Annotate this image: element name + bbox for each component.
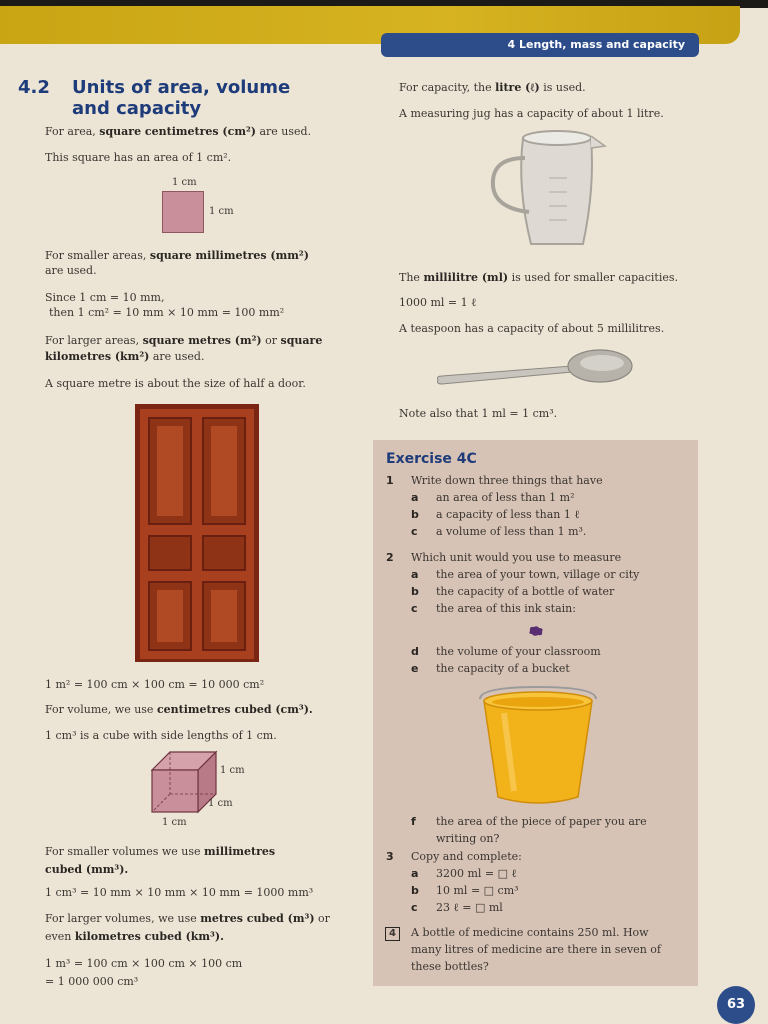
q2a-text: the area of your town, village or city [436,568,640,581]
smaller-volume-line2: cubed (mm³). [45,863,129,876]
question-2-text: Which unit would you use to measure [411,551,622,564]
exercise-title: Exercise 4C [386,451,477,467]
teaspoon-illustration [432,346,634,392]
smaller-area-line1: For smaller areas, square millimetres (mm²) [45,249,309,262]
larger-volume-line1: For larger volumes, we use metres cubed (m³) or [45,912,330,925]
question-4-line3: these bottles? [411,960,489,973]
question-1-text: Write down three things that have [411,474,603,487]
bucket-illustration [474,683,602,809]
jug-text: A measuring jug has a capacity of about 1 litre. [399,107,664,120]
q2d-letter: d [411,645,419,658]
door-illustration [135,404,259,662]
cm3-mm3-equation: 1 cm³ = 10 mm × 10 mm × 10 mm = 1000 mm³ [45,886,314,899]
section-title-line2: and capacity [72,98,202,119]
square-metre-equation: 1 m² = 100 cm × 100 cm = 10 000 cm² [45,678,265,691]
q1c-letter: c [411,525,418,538]
square-metre-door-text: A square metre is about the size of half a door. [45,377,306,390]
question-4-line2: many litres of medicine are there in seven of [411,943,661,956]
question-4-number: 4 [385,927,400,941]
cube-label-depth: 1 cm [208,798,233,809]
litre-intro: For capacity, the litre (ℓ) is used. [399,81,586,94]
ml-litre-equation: 1000 ml = 1 ℓ [399,296,477,309]
q2f-text-line1: the area of the piece of paper you are [436,815,647,828]
smaller-volume-line1: For smaller volumes we use millimetres [45,845,276,858]
square-cm-illustration [162,191,204,233]
cube-definition: 1 cm³ is a cube with side lengths of 1 cm. [45,729,277,742]
q2c-letter: c [411,602,418,615]
cube-label-bottom: 1 cm [162,817,187,828]
since-line1: Since 1 cm = 10 mm, [45,291,165,304]
question-4-line1: A bottle of medicine contains 250 ml. How [411,926,649,939]
page-number: 63 [717,986,755,1024]
cubic-metre-equation-line1: 1 m³ = 100 cm × 100 cm × 100 cm [45,957,243,970]
ink-stain-illustration [527,625,545,637]
q3b-letter: b [411,884,419,897]
q3a-text: 3200 ml = □ ℓ [436,867,517,880]
q2f-text-line2: writing on? [436,832,500,845]
chapter-label: 4 Length, mass and capacity [381,33,699,57]
q1a-text: an area of less than 1 m² [436,491,575,504]
q2e-text: the capacity of a bucket [436,662,570,675]
since-line2: then 1 cm² = 10 mm × 10 mm = 100 mm² [49,306,285,319]
cubic-metre-equation-line2: = 1 000 000 cm³ [45,975,139,988]
area-intro: For area, square centimetres (cm²) are used. [45,125,312,138]
q3b-text: 10 ml = □ cm³ [436,884,519,897]
cube-label-right: 1 cm [220,765,245,776]
q2d-text: the volume of your classroom [436,645,601,658]
question-2-number: 2 [386,551,394,564]
question-1-number: 1 [386,474,394,487]
teaspoon-text: A teaspoon has a capacity of about 5 millilitres. [399,322,665,335]
question-3-text: Copy and complete: [411,850,522,863]
square-side-label: 1 cm [209,206,234,217]
q3c-text: 23 ℓ = □ ml [436,901,503,914]
q2f-letter: f [411,815,416,828]
q3a-letter: a [411,867,419,880]
measuring-jug-illustration [487,128,607,252]
q2b-text: the capacity of a bottle of water [436,585,615,598]
q1b-text: a capacity of less than 1 ℓ [436,508,580,521]
q2b-letter: b [411,585,419,598]
q1a-letter: a [411,491,419,504]
smaller-area-line2: are used. [45,264,97,277]
larger-area-line2: kilometres (km²) are used. [45,350,205,363]
q2a-letter: a [411,568,419,581]
volume-intro: For volume, we use centimetres cubed (cm³). [45,703,313,716]
q1b-letter: b [411,508,419,521]
millilitre-intro: The millilitre (ml) is used for smaller capacities. [399,271,679,284]
square-area-text: This square has an area of 1 cm². [45,151,232,164]
section-title-line1: Units of area, volume [72,77,291,98]
q2e-letter: e [411,662,419,675]
q1c-text: a volume of less than 1 m³. [436,525,587,538]
q2c-text: the area of this ink stain: [436,602,576,615]
square-top-label: 1 cm [172,177,197,188]
larger-volume-line2: even kilometres cubed (km³). [45,930,224,943]
question-3-number: 3 [386,850,394,863]
ml-cm3-note: Note also that 1 ml = 1 cm³. [399,407,558,420]
section-number: 4.2 [18,77,50,98]
q3c-letter: c [411,901,418,914]
larger-area-line1: For larger areas, square metres (m²) or square [45,334,323,347]
